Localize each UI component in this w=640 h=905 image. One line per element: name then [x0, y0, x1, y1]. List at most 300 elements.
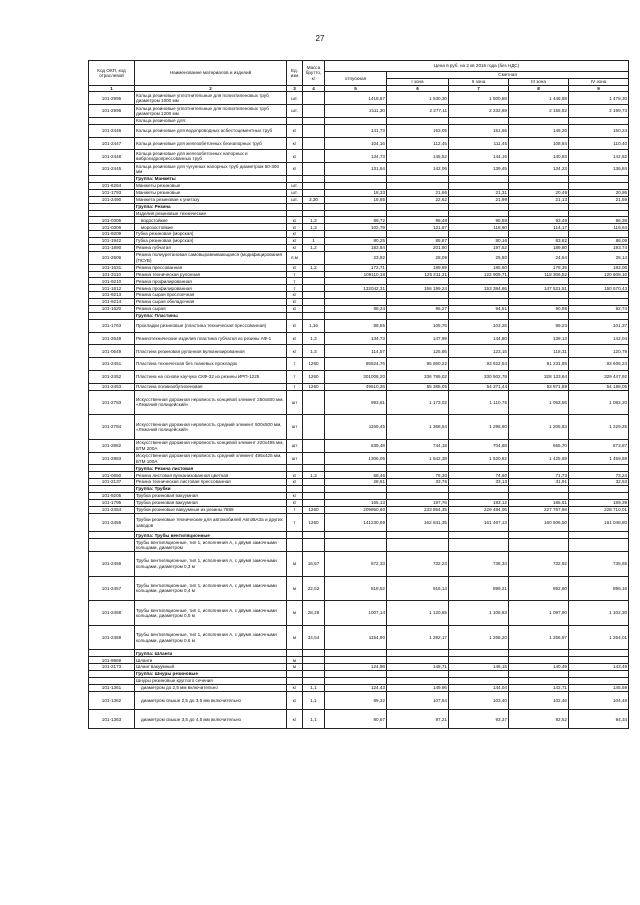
row-unit: кг — [287, 217, 303, 224]
row-price-zone-1 — [387, 539, 449, 552]
row-name: Губка резиновая (морская) — [135, 238, 287, 245]
row-price-vendor — [325, 671, 387, 678]
row-price-vendor: 109110,18 — [325, 271, 387, 278]
row-price-zone-4: 21,59 — [569, 196, 629, 203]
row-price-zone-1: 125 211,31 — [387, 271, 449, 278]
row-code — [89, 203, 135, 210]
row-code — [89, 650, 135, 657]
row-price-zone-2: 94,51 — [449, 306, 509, 313]
row-price-zone-1 — [387, 671, 449, 678]
row-price-vendor: 134,73 — [325, 332, 387, 345]
row-price-zone-4: 182,06 — [569, 264, 629, 271]
row-code: 101-9205 — [89, 493, 135, 500]
table-row — [89, 499, 629, 506]
row-price-zone-3: 655,70 — [509, 439, 569, 452]
row-price-zone-4 — [569, 532, 629, 539]
row-price-zone-3 — [509, 532, 569, 539]
row-code — [89, 118, 135, 125]
row-mass — [303, 285, 325, 292]
row-mass — [303, 306, 325, 313]
row-price-zone-2 — [449, 203, 509, 210]
row-code: 101-1361 — [89, 684, 135, 691]
row-unit: кг — [287, 691, 303, 710]
row-price-zone-2: 25,80 — [449, 251, 509, 264]
row-mass — [303, 390, 325, 415]
row-price-zone-3 — [509, 203, 569, 210]
row-name: Пластина техническая без тканевых прокладок — [135, 358, 287, 371]
row-name: Резина сырая — [135, 306, 287, 313]
row-code: 101-0650 — [89, 472, 135, 479]
row-price-zone-1: 1 542,38 — [387, 452, 449, 465]
row-price-zone-2 — [449, 278, 509, 285]
row-mass: 22,52 — [303, 576, 325, 601]
row-unit: кг — [287, 493, 303, 500]
row-price-vendor: 1007,14 — [325, 601, 387, 626]
row-code: 101-9969 — [89, 657, 135, 664]
row-price-zone-4: 86,09 — [569, 238, 629, 245]
row-code — [89, 532, 135, 539]
row-name: Резина техническая рулонная — [135, 271, 287, 278]
row-price-zone-1: 336 786,02 — [387, 370, 449, 383]
row-price-zone-3: 328 133,64 — [509, 370, 569, 383]
table-row — [89, 299, 629, 306]
row-code: 101-9214 — [89, 299, 135, 306]
row-price-zone-1: 916,14 — [387, 576, 449, 601]
row-mass — [303, 532, 325, 539]
row-price-zone-3: 20,49 — [509, 189, 569, 196]
row-price-zone-1: 112,45 — [387, 137, 449, 150]
row-price-vendor: 102,79 — [325, 224, 387, 231]
header-mass: Масса брутто, кг — [303, 61, 325, 86]
row-unit — [287, 312, 303, 319]
row-name: Шланг вакуумный — [135, 664, 287, 671]
row-price-zone-1: 22,62 — [387, 196, 449, 203]
row-price-zone-1: 156 199,24 — [387, 285, 449, 292]
row-name: Изделия резиновые технические — [135, 210, 287, 217]
row-mass: 1260 — [303, 370, 325, 383]
row-price-vendor: 639,48 — [325, 439, 387, 452]
row-name: Пластина полиизобутиленовая — [135, 383, 287, 390]
row-price-zone-1 — [387, 312, 449, 319]
row-price-zone-1 — [387, 486, 449, 493]
row-price-zone-2: 139,45 — [449, 163, 509, 176]
row-price-zone-3: 24,64 — [509, 251, 569, 264]
table-row — [89, 251, 629, 264]
row-unit: кг — [287, 332, 303, 345]
table-row — [89, 452, 629, 465]
row-name: Кольца резиновые для водопроводных асбестоцементных труб — [135, 124, 287, 137]
row-price-zone-3: 90,98 — [509, 306, 569, 313]
row-price-zone-3: 140,49 — [509, 664, 569, 671]
row-code: 101-1890 — [89, 244, 135, 251]
table-row — [89, 664, 629, 671]
row-price-zone-2: 95,58 — [449, 217, 509, 224]
row-code: 101-2882 — [89, 439, 135, 452]
row-unit: м — [287, 576, 303, 601]
row-name: Трубы вентиляционные, тип 1, исполнения А, с двумя замочными кольцами, диаметром — [135, 539, 287, 552]
row-price-vendor: 209950,60 — [325, 506, 387, 513]
row-price-vendor — [325, 278, 387, 285]
row-mass: 1260 — [303, 358, 325, 371]
row-unit — [287, 671, 303, 678]
row-price-vendor: 141,73 — [325, 124, 387, 137]
row-price-vendor: 183,84 — [325, 244, 387, 251]
row-unit: м — [287, 601, 303, 626]
row-mass — [303, 465, 325, 472]
table-row — [89, 539, 629, 552]
row-mass: 1,3 — [303, 345, 325, 358]
table-row — [89, 124, 629, 137]
row-mass — [303, 671, 325, 678]
row-price-zone-4 — [569, 118, 629, 125]
row-price-vendor: 114,57 — [325, 345, 387, 358]
row-code — [89, 312, 135, 319]
row-price-zone-2: 111,45 — [449, 137, 509, 150]
row-mass: 1,3 — [303, 332, 325, 345]
row-price-zone-3 — [509, 118, 569, 125]
row-mass — [303, 292, 325, 299]
row-code: 101-6264 — [89, 182, 135, 189]
row-price-zone-4 — [569, 210, 629, 217]
row-unit: т — [287, 285, 303, 292]
row-name: Группа: Шланги — [135, 650, 287, 657]
row-price-vendor: 132042,31 — [325, 285, 387, 292]
row-price-zone-1: 153,05 — [387, 124, 449, 137]
row-name: диаметром свыше 3,5 до 4,5 мм включительно — [135, 710, 287, 729]
row-mass: 1,2 — [303, 244, 325, 251]
row-unit: шт. — [287, 189, 303, 196]
row-name: Трубы вентиляционные, тип 1, исполнения А, с двумя замочными кольцами, диаметром 0,3 м — [135, 552, 287, 577]
row-price-zone-2: 122 909,71 — [449, 271, 509, 278]
row-name: диаметром свыше 2,5 до 3,5 мм включительно — [135, 691, 287, 710]
row-price-zone-4: 136,84 — [569, 163, 629, 176]
row-price-zone-3: 1 256,97 — [509, 625, 569, 650]
row-code: 101-1362 — [89, 691, 135, 710]
row-code: 101-9209 — [89, 231, 135, 238]
row-unit — [287, 532, 303, 539]
row-code: 101-2458 — [89, 601, 135, 626]
table-row — [89, 345, 629, 358]
row-price-zone-1: 162 841,35 — [387, 513, 449, 532]
row-price-zone-1 — [387, 299, 449, 306]
row-code: 101-1612 — [89, 285, 135, 292]
row-unit: кг — [287, 137, 303, 150]
row-price-vendor: 134,73 — [325, 150, 387, 163]
row-price-zone-1: 1 368,54 — [387, 415, 449, 440]
row-price-vendor: 1306,05 — [325, 452, 387, 465]
row-price-zone-3: 102,46 — [509, 691, 569, 710]
row-price-zone-4 — [569, 299, 629, 306]
row-code: 101-2445 — [89, 163, 135, 176]
row-mass: 1,3 — [303, 224, 325, 231]
row-price-vendor: 672,33 — [325, 552, 387, 577]
header-zone-1: I зона — [387, 79, 449, 86]
row-price-zone-3: 31,91 — [509, 479, 569, 486]
row-name: Манжета резиновая к унитазу — [135, 196, 287, 203]
table-row — [89, 238, 629, 245]
row-price-zone-2 — [449, 118, 509, 125]
row-price-zone-3: 1 053,56 — [509, 390, 569, 415]
row-price-zone-1 — [387, 657, 449, 664]
row-price-zone-4: 1 478,30 — [569, 92, 629, 105]
row-code: 101-1363 — [89, 710, 135, 729]
row-code: 101-2454 — [89, 506, 135, 513]
row-price-zone-2 — [449, 678, 509, 685]
row-price-zone-1: 142,06 — [387, 163, 449, 176]
row-price-zone-2: 153 384,86 — [449, 285, 509, 292]
row-price-zone-4: 110,40 — [569, 137, 629, 150]
row-price-zone-3: 139,13 — [509, 332, 569, 345]
row-price-zone-2: 33,13 — [449, 479, 509, 486]
header-zone-3: III зона — [509, 79, 569, 86]
row-price-zone-4: 94,34 — [569, 710, 629, 729]
column-number: 4 — [303, 86, 325, 92]
row-price-zone-1: 95 660,22 — [387, 358, 449, 371]
row-code: 101-3110 — [89, 271, 135, 278]
row-price-zone-2: 74,60 — [449, 472, 509, 479]
table-row — [89, 691, 629, 710]
row-price-vendor — [325, 182, 387, 189]
row-name: морозостойкие — [135, 224, 287, 231]
row-mass — [303, 271, 325, 278]
table-row — [89, 576, 629, 601]
row-mass — [303, 251, 325, 264]
row-mass: 1260 — [303, 513, 325, 532]
row-code: 101-1631 — [89, 264, 135, 271]
row-code: 101-2648 — [89, 332, 135, 345]
row-price-vendor — [325, 292, 387, 299]
row-price-vendor: 80,25 — [325, 238, 387, 245]
row-mass: 1,3 — [303, 217, 325, 224]
row-mass — [303, 124, 325, 137]
row-name: диаметром до 2,5 мм включительно — [135, 684, 287, 691]
row-price-zone-1: 28,09 — [387, 251, 449, 264]
row-price-zone-3 — [509, 671, 569, 678]
row-price-vendor: 172,71 — [325, 264, 387, 271]
table-row — [89, 684, 629, 691]
row-code: 101-2451 — [89, 358, 135, 371]
row-name: Группа: Пластины — [135, 312, 287, 319]
row-code — [89, 539, 135, 552]
row-code: 101-2883 — [89, 452, 135, 465]
row-unit: кг — [287, 264, 303, 271]
row-name: Резинотехнические изделия пластина губчатая из резины АФ-1 — [135, 332, 287, 345]
row-price-zone-4: 101,37 — [569, 319, 629, 332]
row-price-zone-2: 103,40 — [449, 691, 509, 710]
row-price-zone-4: 54 188,05 — [569, 383, 629, 390]
row-name: Кольца резиновые уплотнительные для полиэтиленовых труб диаметром 1200 мм — [135, 105, 287, 118]
row-price-zone-4: 1 082,20 — [569, 390, 629, 415]
row-mass — [303, 452, 325, 465]
row-price-zone-4 — [569, 176, 629, 183]
row-price-vendor — [325, 312, 387, 319]
row-price-vendor: 89,32 — [325, 691, 387, 710]
row-unit: кг — [287, 472, 303, 479]
row-mass — [303, 176, 325, 183]
table-row — [89, 189, 629, 196]
table-row — [89, 203, 629, 210]
row-price-zone-3 — [509, 210, 569, 217]
row-code: 101-1763 — [89, 319, 135, 332]
row-mass: 1260 — [303, 506, 325, 513]
row-price-zone-1: 21,66 — [387, 189, 449, 196]
row-unit: кг — [287, 292, 303, 299]
row-mass — [303, 203, 325, 210]
row-name: водостойкие — [135, 217, 287, 224]
row-unit: кг — [287, 231, 303, 238]
row-price-zone-1: 33,76 — [387, 479, 449, 486]
row-name: Кольца резиновые для железобетонных напорных и виброгидропрессованных труб — [135, 150, 287, 163]
row-price-zone-4: 145,59 — [569, 684, 629, 691]
row-unit: т — [287, 513, 303, 532]
row-price-zone-2: 144,04 — [449, 684, 509, 691]
row-price-vendor — [325, 650, 387, 657]
row-unit: шт — [287, 390, 303, 415]
row-price-vendor — [325, 678, 387, 685]
row-mass — [303, 499, 325, 506]
row-price-zone-4: 96,38 — [569, 217, 629, 224]
row-unit: м — [287, 657, 303, 664]
table-row — [89, 439, 629, 452]
row-name: Кольца резиновые для: — [135, 118, 287, 125]
row-name: Группа: Резина — [135, 203, 287, 210]
row-code: 101-2446 — [89, 124, 135, 137]
row-name: Резина полиуретановая самовыравнивающаяся (модифицирования (ПСУВ) — [135, 251, 287, 264]
row-price-zone-3: 189,80 — [509, 244, 569, 251]
table-row — [89, 312, 629, 319]
row-code — [89, 210, 135, 217]
row-name: Резина техническая листовая прессованная — [135, 479, 287, 486]
column-number: 3 — [287, 86, 303, 92]
row-price-zone-3: 99,23 — [509, 319, 569, 332]
row-price-zone-1 — [387, 532, 449, 539]
row-mass — [303, 493, 325, 500]
row-mass — [303, 182, 325, 189]
row-price-zone-2 — [449, 312, 509, 319]
row-name: Искусственная дорожная неровность средний элемент 495х425 мм, БТМ 100А — [135, 452, 287, 465]
row-mass: 1,1 — [303, 684, 325, 691]
table-row — [89, 292, 629, 299]
table-body — [89, 92, 629, 729]
table-row — [89, 285, 629, 292]
row-price-zone-1 — [387, 203, 449, 210]
row-price-zone-2: 118,60 — [449, 224, 509, 231]
row-unit: м — [287, 552, 303, 577]
row-price-vendor: 165,13 — [325, 499, 387, 506]
table-row — [89, 710, 629, 729]
row-price-zone-1: 149,96 — [387, 684, 449, 691]
table-row — [89, 210, 629, 217]
row-price-zone-3: 108,84 — [509, 137, 569, 150]
row-price-zone-1 — [387, 493, 449, 500]
row-price-zone-3: 118 306,52 — [509, 271, 569, 278]
row-unit: м — [287, 664, 303, 671]
row-mass — [303, 210, 325, 217]
row-unit: шт. — [287, 182, 303, 189]
header-price-group: Цена в руб. на 2 кв 2016 года (без НДС) — [325, 61, 629, 72]
row-price-zone-4 — [569, 182, 629, 189]
table-row — [89, 244, 629, 251]
row-name: Кольца резиновые уплотнительные для полиэтиленовых труб диаметром 1000 мм — [135, 92, 287, 105]
row-price-zone-4 — [569, 539, 629, 552]
row-price-zone-3: 71,73 — [509, 472, 569, 479]
row-price-zone-2 — [449, 231, 509, 238]
table-row — [89, 415, 629, 440]
row-price-zone-2: 704,68 — [449, 439, 509, 452]
row-name: Трубка резиновая вакуумная — [135, 493, 287, 500]
row-price-zone-4: 1 102,30 — [569, 601, 629, 626]
row-name: Резина сырая прослоечная — [135, 292, 287, 299]
row-unit: т — [287, 383, 303, 390]
row-name: Пластина на основе каучука СКФ-32 из резины ИРП-1225 — [135, 370, 287, 383]
row-price-vendor: 89,72 — [325, 217, 387, 224]
row-price-vendor — [325, 532, 387, 539]
row-price-vendor: 818,52 — [325, 576, 387, 601]
row-price-zone-4 — [569, 312, 629, 319]
table-row — [89, 552, 629, 577]
row-unit: кг — [287, 238, 303, 245]
table-row — [89, 176, 629, 183]
row-price-zone-1: 96,27 — [387, 306, 449, 313]
row-unit: шт — [287, 439, 303, 452]
table-row — [89, 370, 629, 383]
row-mass — [303, 278, 325, 285]
row-price-zone-1 — [387, 292, 449, 299]
row-mass: 16,67 — [303, 552, 325, 577]
row-price-zone-2: 93 622,54 — [449, 358, 509, 371]
row-price-vendor — [325, 486, 387, 493]
row-unit: шт. — [287, 92, 303, 105]
row-price-zone-3: 91 231,85 — [509, 358, 569, 371]
table-row — [89, 472, 629, 479]
row-price-zone-1 — [387, 465, 449, 472]
row-price-zone-1: 148,71 — [387, 664, 449, 671]
row-code — [89, 678, 135, 685]
row-price-zone-2: 80,16 — [449, 238, 509, 245]
row-name: Группа: Трубы вентиляционные — [135, 532, 287, 539]
row-price-zone-4: 735,65 — [569, 552, 629, 577]
row-price-zone-4: 93 605,24 — [569, 358, 629, 371]
row-price-vendor: 124,98 — [325, 664, 387, 671]
row-price-zone-3 — [509, 493, 569, 500]
row-unit: т — [287, 370, 303, 383]
row-mass — [303, 415, 325, 440]
row-price-zone-3: 892,60 — [509, 576, 569, 601]
row-price-zone-1: 1 292,17 — [387, 625, 449, 650]
row-mass — [303, 479, 325, 486]
row-code: 101-2459 — [89, 625, 135, 650]
row-mass: 28,28 — [303, 601, 325, 626]
row-price-zone-1: 55 385,05 — [387, 383, 449, 390]
row-name: Трубки резиновые технические для автомобилей АвтоВАЗа и других заводов — [135, 513, 287, 532]
row-price-zone-3: 142,71 — [509, 684, 569, 691]
row-unit: шт — [287, 415, 303, 440]
row-price-zone-1: 105,76 — [387, 319, 449, 332]
table-row — [89, 306, 629, 313]
row-price-zone-1 — [387, 231, 449, 238]
row-price-zone-3: 732,92 — [509, 552, 569, 577]
row-price-zone-2: 144,16 — [449, 150, 509, 163]
row-price-zone-2 — [449, 292, 509, 299]
header-unit: Ед. изм — [287, 61, 303, 86]
row-price-zone-4 — [569, 203, 629, 210]
row-price-zone-4: 32,53 — [569, 479, 629, 486]
row-name: Прокладки резиновые (пластина техническая прессованная) — [135, 319, 287, 332]
row-price-zone-4: 150 570,43 — [569, 285, 629, 292]
row-price-zone-3: 1 446,58 — [509, 92, 569, 105]
row-price-zone-3 — [509, 231, 569, 238]
row-price-zone-2 — [449, 465, 509, 472]
